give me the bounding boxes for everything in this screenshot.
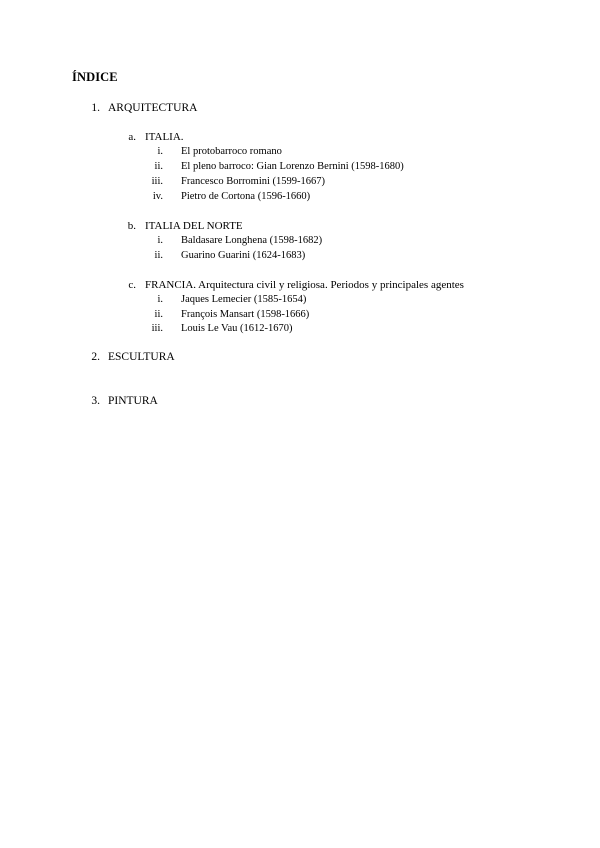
list-item-number: iii.	[151, 323, 163, 334]
list-item-number: ii.	[154, 161, 163, 172]
section-1-number: 1.	[91, 102, 100, 114]
list-item-text: François Mansart (1598-1666)	[181, 309, 310, 320]
subsection-1-c-text: FRANCIA. Arquitectura civil y religiosa. Periodos y principales agentes	[145, 279, 464, 291]
subsection-1-c-number: c.	[128, 279, 136, 291]
list-item-text: Francesco Borromini (1599-1667)	[181, 176, 326, 187]
list-item-text: Louis Le Vau (1612-1670)	[181, 323, 293, 334]
subsection-1-a-number: a.	[128, 131, 136, 143]
section-3-number: 3.	[91, 395, 100, 407]
section-2-number: 2.	[91, 351, 100, 363]
list-item-number: ii.	[154, 250, 163, 261]
section-2-text: ESCULTURA	[108, 351, 175, 363]
list-item-number: i.	[157, 294, 163, 305]
list-item-text: Pietro de Cortona (1596-1660)	[181, 191, 311, 202]
list-item-number: i.	[157, 235, 163, 246]
index-heading: ÍNDICE	[72, 70, 118, 84]
subsection-1-b-text: ITALIA DEL NORTE	[145, 220, 243, 232]
list-item-text: Jaques Lemecier (1585-1654)	[181, 294, 307, 305]
list-item-number: i.	[157, 146, 163, 157]
list-item-number: iv.	[152, 191, 163, 202]
list-item-text: El pleno barroco: Gian Lorenzo Bernini (1598-1680)	[181, 161, 404, 172]
list-item-text: Guarino Guarini (1624-1683)	[181, 250, 306, 261]
section-3-text: PINTURA	[108, 395, 158, 407]
list-item-text: Baldasare Longhena (1598-1682)	[181, 235, 323, 246]
list-item-number: iii.	[151, 176, 163, 187]
list-item-text: El protobarroco romano	[181, 146, 282, 157]
subsection-1-b-number: b.	[127, 220, 136, 232]
list-item-number: ii.	[154, 309, 163, 320]
subsection-1-a-text: ITALIA.	[145, 131, 184, 143]
section-1-text: ARQUITECTURA	[108, 102, 198, 114]
